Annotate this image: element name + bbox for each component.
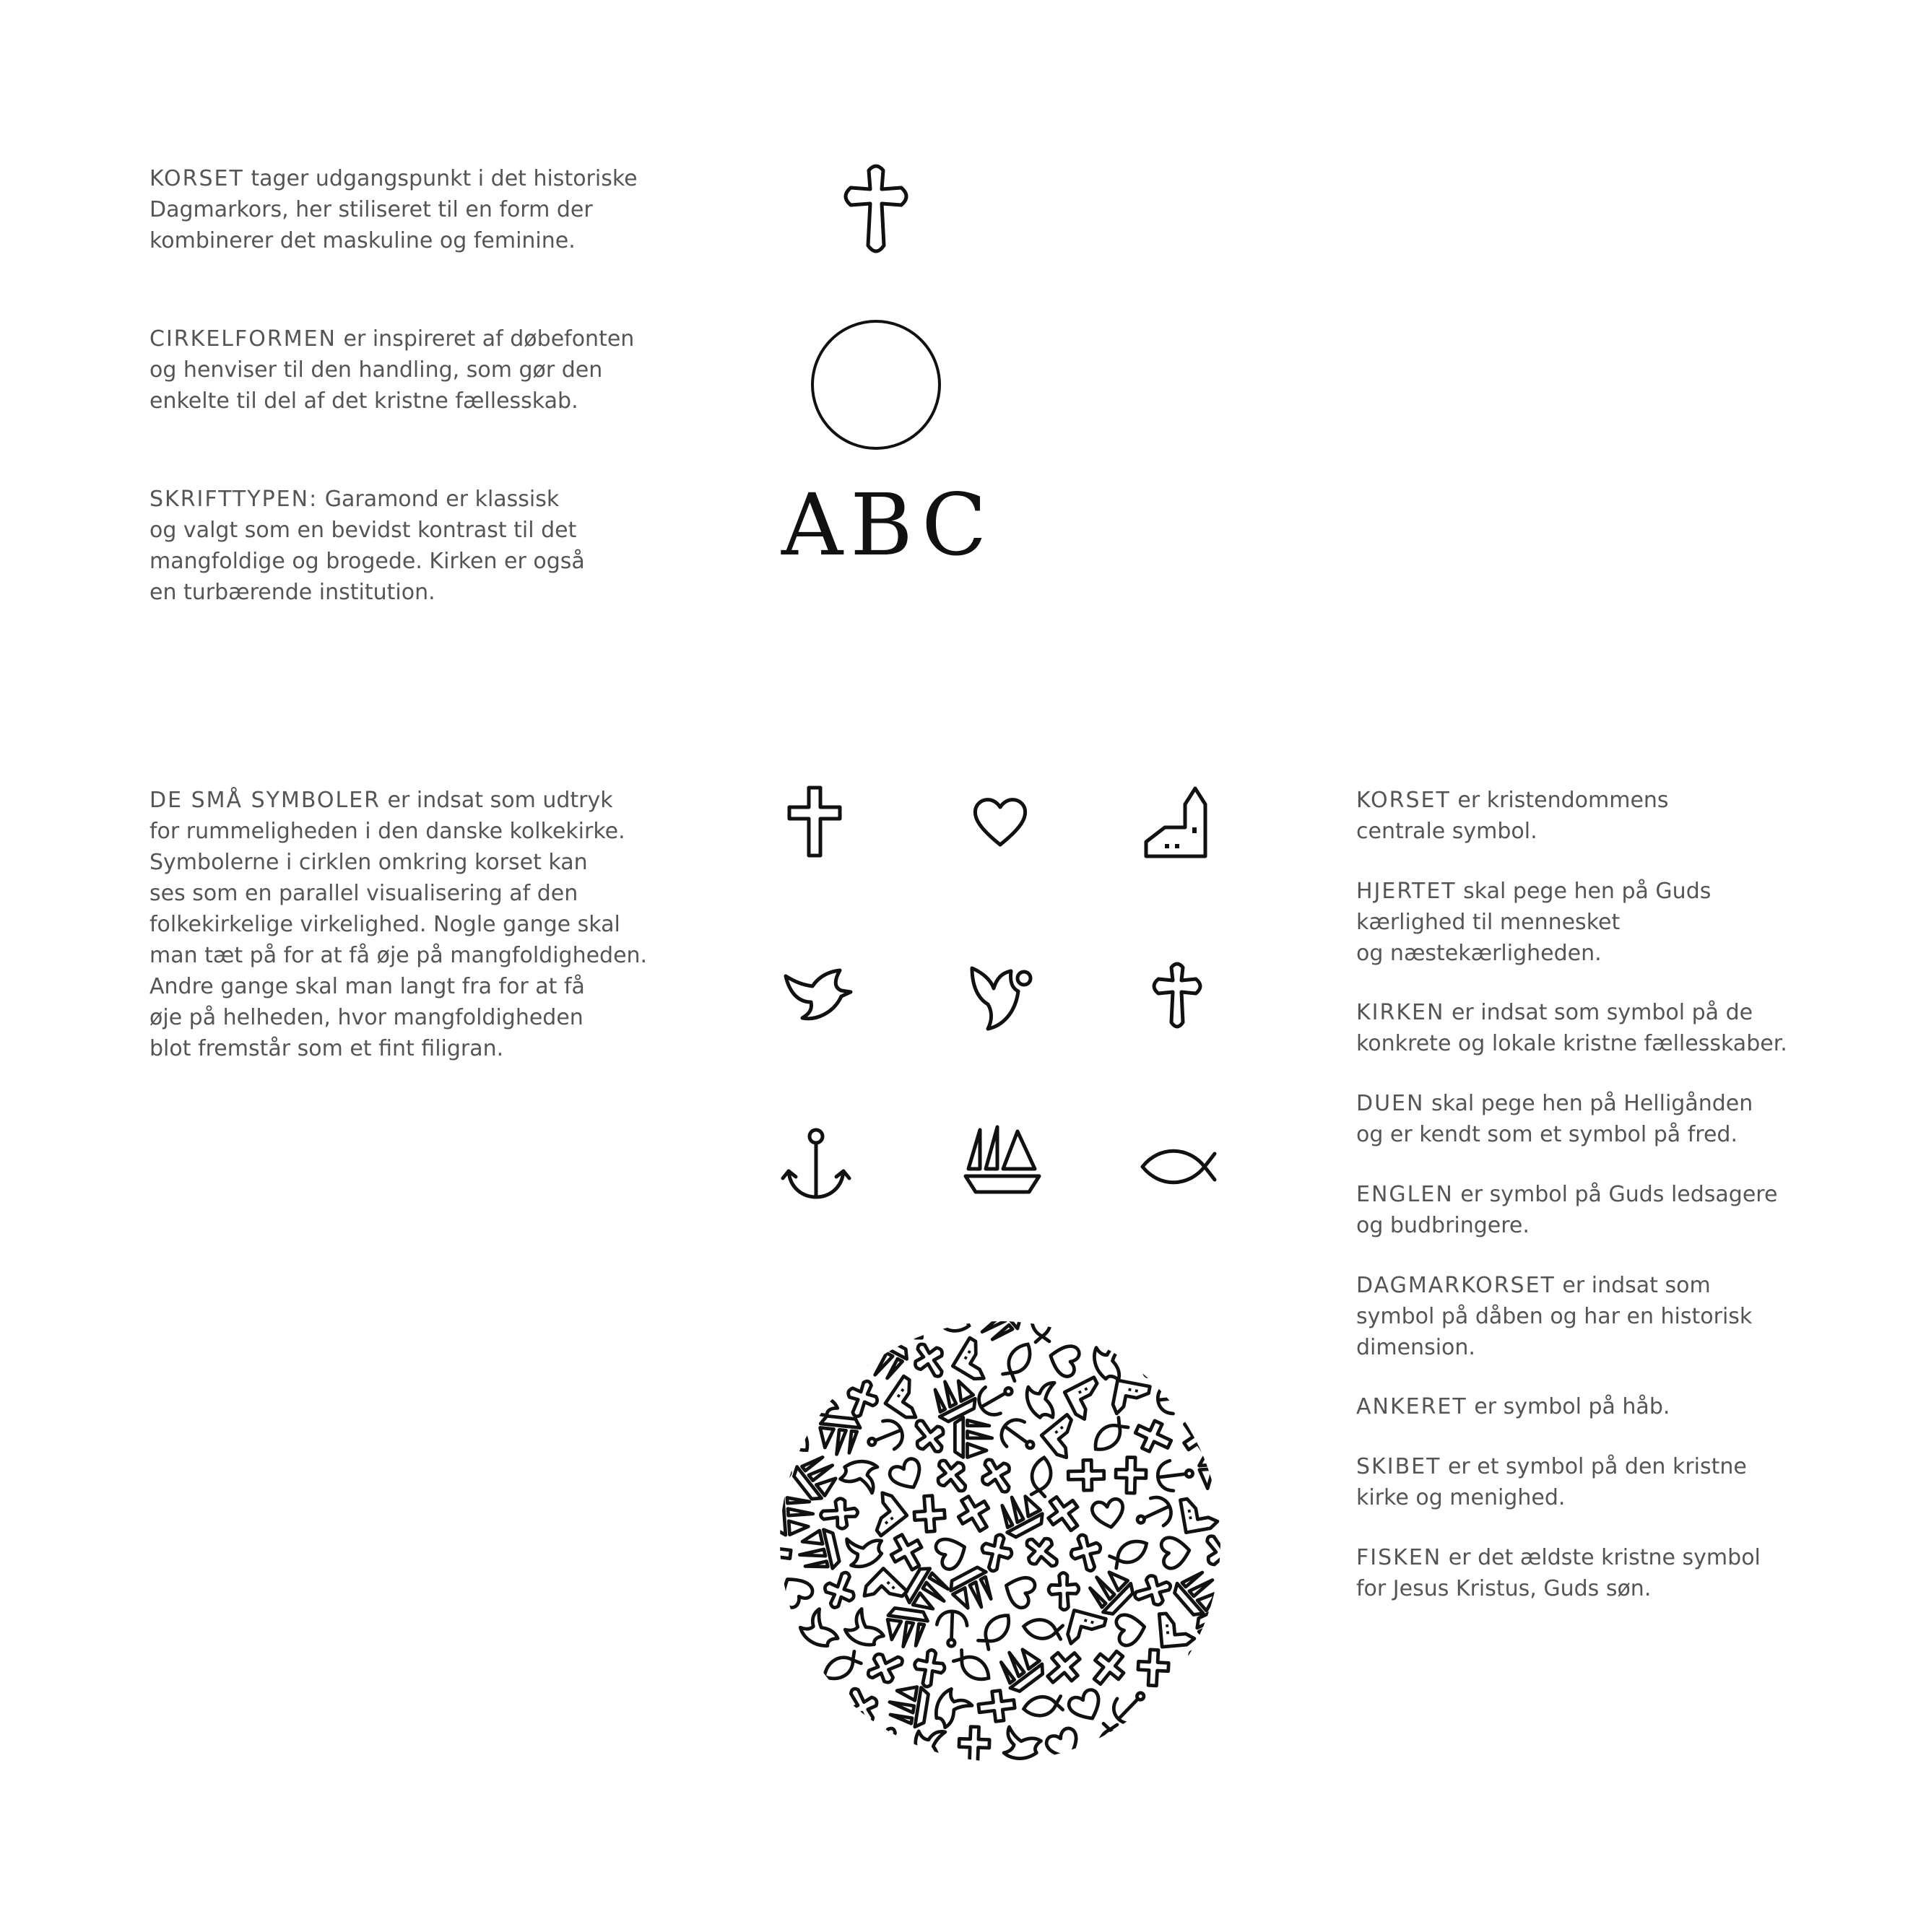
pattern-symbol	[952, 1648, 994, 1686]
angel-icon	[968, 962, 1040, 1035]
pattern-symbol	[1089, 1416, 1129, 1455]
pattern-symbol	[1223, 1495, 1262, 1532]
cross-icon	[786, 786, 843, 858]
pattern-symbol	[1067, 1687, 1106, 1726]
pattern-symbol	[955, 1417, 992, 1457]
pattern-symbol	[1109, 1536, 1151, 1570]
symboler-keyword: DE SMÅ SYMBOLER	[149, 788, 381, 813]
pattern-symbol	[817, 1416, 861, 1457]
skibet-text: er et symbol på den kristne kirke og menighed.	[1356, 1454, 1747, 1510]
pattern-symbol	[752, 1614, 795, 1644]
pattern-symbol	[1044, 1726, 1084, 1765]
pattern-symbol	[840, 1682, 884, 1729]
symboler-text: er indsat som udtryk for rummeligheden i den danske kolkekirke. Symbolerne i cirklen omkring korset kan ses som en parallel visualisering af den folkekirkelige virkelighed. Nogle gange skal man tæt på for at få øje på mangfoldigheden. Andre gange skal man langt fra for at få øje på helheden, hvor mangfoldigheden blot fremstår som et fint filigran.	[149, 788, 648, 1061]
pattern-symbol	[973, 1377, 1019, 1420]
duen-keyword: DUEN	[1356, 1091, 1425, 1116]
pattern-symbol	[970, 1293, 1024, 1347]
dagmarkorset-description	[1356, 1270, 1833, 1363]
pattern-symbol	[1130, 1720, 1177, 1768]
pattern-symbol	[1068, 1460, 1104, 1491]
pattern-symbol	[929, 1307, 971, 1335]
pattern-symbol	[1109, 1759, 1154, 1804]
ankeret-description	[1356, 1391, 1833, 1422]
pattern-symbol	[889, 1305, 922, 1338]
pattern-symbol	[863, 1416, 907, 1457]
pattern-symbol	[751, 1298, 795, 1344]
dagmar-cross-large-icon	[836, 160, 916, 258]
ankeret-text: er symbol på håb.	[1467, 1394, 1670, 1419]
pattern-symbol	[911, 1648, 947, 1689]
pattern-symbol	[823, 1725, 856, 1763]
pattern-symbol	[993, 1641, 1047, 1694]
cirkelformen-paragraph	[149, 323, 669, 417]
pattern-symbol	[908, 1723, 950, 1769]
pattern-symbol	[885, 1376, 931, 1422]
pattern-symbol	[1223, 1648, 1263, 1689]
kirken-text: er indsat som symbol på de konkrete og lokale kristne fællesskaber.	[1356, 1000, 1787, 1056]
pattern-symbol	[1152, 1298, 1199, 1343]
pattern-symbol	[1048, 1572, 1080, 1611]
dagmar-cross-icon	[1148, 960, 1206, 1032]
pattern-symbol	[862, 1646, 908, 1689]
pattern-symbol	[841, 1533, 884, 1571]
pattern-symbol	[841, 1376, 882, 1422]
pattern-symbol	[1178, 1646, 1218, 1689]
pattern-symbol	[861, 1489, 907, 1536]
duen-text: skal pege hen på Helligånden og er kendt som et symbol på fred.	[1356, 1091, 1753, 1147]
dagmarkorset-keyword: DAGMARKORSET	[1356, 1273, 1556, 1298]
pattern-symbol	[1115, 1611, 1147, 1647]
pattern-symbol	[1171, 1565, 1225, 1619]
hjertet-description	[1356, 876, 1833, 969]
pattern-symbol	[913, 1495, 945, 1533]
pattern-symbol	[820, 1567, 861, 1613]
cirkelformen-keyword: CIRKELFORMEN	[149, 326, 337, 352]
pattern-symbol	[1198, 1301, 1244, 1342]
pattern-symbol	[1029, 1456, 1054, 1497]
pattern-symbol	[753, 1535, 792, 1570]
pattern-symbol	[1199, 1455, 1241, 1494]
pattern-symbol	[1023, 1694, 1064, 1718]
pattern-symbol	[978, 1772, 1018, 1793]
pattern-symbol	[775, 1415, 814, 1456]
pattern-symbol	[978, 1531, 1015, 1574]
pattern-symbol	[1023, 1378, 1060, 1420]
skibet-description	[1356, 1451, 1833, 1513]
skrifttypen-paragraph	[149, 484, 669, 608]
duen-description	[1356, 1088, 1833, 1150]
pattern-symbol	[776, 1650, 815, 1685]
pattern-symbol	[1176, 1414, 1220, 1460]
fish-icon	[1140, 1146, 1219, 1186]
pattern-symbol	[796, 1528, 841, 1575]
pattern-symbol	[1132, 1492, 1176, 1534]
pattern-symbol	[791, 1449, 844, 1503]
pattern-symbol	[1023, 1617, 1064, 1642]
pattern-symbol	[976, 1609, 1015, 1650]
pattern-symbol	[1108, 1684, 1154, 1730]
englen-keyword: ENGLEN	[1356, 1182, 1454, 1207]
pattern-symbol	[1130, 1571, 1175, 1611]
pattern-symbol	[797, 1376, 838, 1422]
pattern-symbol	[775, 1493, 815, 1536]
pattern-symbol	[907, 1336, 953, 1384]
pattern-symbol	[1201, 1762, 1241, 1804]
pattern-symbol	[1041, 1490, 1087, 1537]
korset-symbol-description	[1356, 785, 1833, 847]
pattern-symbol	[1064, 1302, 1105, 1342]
pattern-symbol	[750, 1762, 796, 1807]
pattern-symbol	[820, 1650, 862, 1685]
pattern-symbol	[775, 1571, 815, 1611]
dove-icon	[782, 967, 854, 1025]
korset-symbol-text: er kristendommens centrale symbol.	[1356, 788, 1669, 844]
pattern-symbol	[1217, 1718, 1269, 1769]
pattern-symbol	[1000, 1571, 1037, 1610]
pattern-symbol	[751, 1457, 793, 1494]
anchor-icon	[780, 1126, 852, 1202]
ankeret-keyword: ANKERET	[1356, 1394, 1467, 1419]
pattern-symbol	[1156, 1381, 1194, 1415]
pattern-symbol	[1067, 1531, 1106, 1575]
englen-description	[1356, 1179, 1833, 1241]
pattern-symbol	[1091, 1498, 1127, 1531]
pattern-symbol	[1046, 1341, 1081, 1378]
pattern-symbol	[1180, 1494, 1218, 1533]
pattern-symbol	[1159, 1611, 1194, 1647]
pattern-symbol	[778, 1341, 812, 1379]
pattern-symbol	[974, 1452, 1020, 1500]
pattern-symbol	[1201, 1376, 1240, 1419]
hjertet-keyword: HJERTET	[1356, 879, 1457, 904]
fisken-description	[1356, 1542, 1833, 1604]
pattern-symbol	[862, 1722, 906, 1769]
pattern-symbol	[1098, 1723, 1119, 1763]
pattern-symbol	[1220, 1570, 1265, 1611]
pattern-symbol	[838, 1452, 885, 1497]
fisken-text: er det ældste kristne symbol for Jesus Kristus, Guds søn.	[1356, 1545, 1761, 1601]
pattern-symbol	[953, 1338, 998, 1383]
pattern-symbol	[840, 1606, 885, 1653]
pattern-symbol	[1172, 1333, 1226, 1387]
pattern-symbol	[996, 1414, 1042, 1459]
pattern-symbol	[880, 1755, 934, 1809]
pattern-symbol	[1111, 1380, 1150, 1419]
pattern-symbol	[1041, 1414, 1088, 1461]
pattern-symbol	[977, 1689, 1016, 1723]
pattern-symbol	[1064, 1378, 1109, 1422]
korset-symbol-keyword: KORSET	[1356, 788, 1451, 813]
hjertet-text: skal pege hen på Guds kærlighed til mennesket og næstekærligheden.	[1356, 879, 1712, 966]
pattern-symbol	[994, 1488, 1046, 1539]
pattern-symbol	[929, 1452, 976, 1500]
skrifttypen-keyword: SKRIFTTYPEN:	[149, 487, 318, 512]
skibet-keyword: SKIBET	[1356, 1454, 1441, 1479]
pattern-symbol	[1131, 1416, 1176, 1458]
kirken-keyword: KIRKEN	[1356, 1000, 1445, 1025]
pattern-symbol	[843, 1765, 882, 1801]
pattern-symbol	[926, 1756, 980, 1810]
symboler-paragraph	[149, 785, 698, 1064]
pattern-symbol	[1031, 1303, 1051, 1342]
pattern-symbol	[1066, 1610, 1106, 1650]
pattern-symbol	[958, 1726, 989, 1763]
korset-text: tager udgangspunkt i det historiske Dagmarkors, her stiliseret til en form der kombinerer det maskuline og feminine.	[149, 166, 638, 253]
pattern-symbol	[1156, 1458, 1194, 1492]
korset-keyword: KORSET	[149, 166, 244, 191]
pattern-symbol	[1085, 1645, 1132, 1692]
pattern-symbol	[757, 1380, 789, 1417]
church-icon	[1143, 784, 1208, 860]
dagmarkorset-text: er indsat som symbol på dåben og har en historisk dimension.	[1356, 1273, 1753, 1360]
font-sample: ABC	[781, 475, 994, 575]
pattern-symbol	[1041, 1645, 1088, 1691]
pattern-symbol	[952, 1491, 996, 1537]
pattern-symbol	[934, 1533, 971, 1572]
pattern-symbol	[1068, 1763, 1103, 1804]
fisken-keyword: FISKEN	[1356, 1545, 1442, 1570]
symbol-pattern-circle	[780, 1321, 1220, 1762]
pattern-symbol	[884, 1607, 929, 1649]
pattern-symbol	[1001, 1340, 1036, 1383]
pattern-symbol	[1106, 1298, 1156, 1346]
pattern-symbol	[820, 1497, 859, 1531]
pattern-symbol	[1155, 1686, 1197, 1726]
pattern-symbol	[996, 1723, 1044, 1768]
pattern-symbol	[936, 1611, 967, 1647]
pattern-symbol	[817, 1339, 863, 1380]
pattern-symbol	[1133, 1336, 1174, 1382]
pattern-symbol	[886, 1683, 929, 1728]
pattern-symbol	[798, 1767, 836, 1799]
pattern-symbol	[1200, 1687, 1240, 1726]
pattern-symbol	[838, 1298, 885, 1343]
pattern-symbol	[1137, 1649, 1169, 1687]
cirkelformen-text: er inspireret af døbefonten og henviser til den handling, som gør den enkelte til del af det kristne fællesskab.	[149, 326, 635, 414]
pattern-symbol	[888, 1456, 927, 1494]
pattern-symbol	[799, 1301, 838, 1341]
pattern-symbol	[1021, 1767, 1061, 1800]
pattern-symbol	[799, 1689, 836, 1723]
pattern-symbol	[927, 1684, 974, 1729]
pattern-symbol	[1116, 1457, 1147, 1493]
pattern-symbol	[1223, 1342, 1263, 1377]
skrifttypen-text: Garamond er klassisk og valgt som en bevidst kontrast til det mangfoldige og brogede. Kirken er også en turbærende institution.	[149, 487, 585, 605]
englen-text: er symbol på Guds ledsagere og budbringere.	[1356, 1182, 1778, 1238]
pattern-symbol	[771, 1723, 817, 1769]
pattern-symbol	[797, 1607, 839, 1653]
pattern-symbol	[1152, 1759, 1198, 1805]
korset-paragraph	[149, 163, 669, 256]
pattern-symbol	[1161, 1535, 1192, 1569]
pattern-symbol	[1223, 1418, 1262, 1456]
heart-icon	[971, 794, 1029, 848]
kirken-description	[1356, 997, 1833, 1059]
pattern-symbol	[1197, 1528, 1243, 1575]
ship-icon	[963, 1124, 1042, 1196]
pattern-symbol	[754, 1687, 792, 1726]
font-circle-icon	[807, 316, 945, 453]
pattern-symbol	[1176, 1725, 1221, 1765]
pattern-symbol	[1018, 1529, 1066, 1576]
pattern-symbol	[927, 1373, 979, 1424]
